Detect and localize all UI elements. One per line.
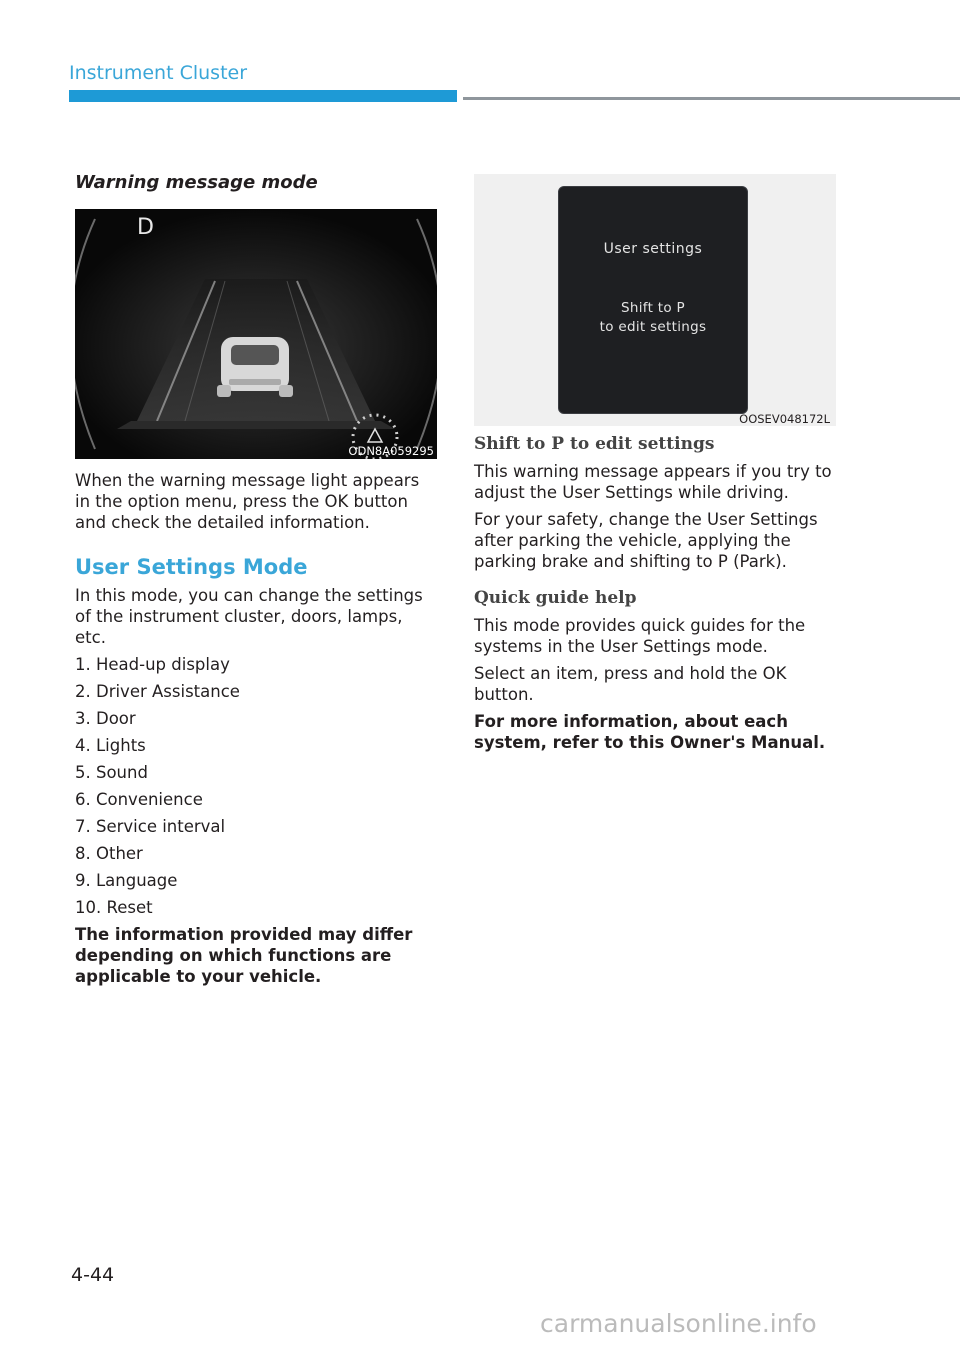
heading-quick-guide-help: Quick guide help bbox=[474, 588, 637, 608]
paragraph: For your safety, change the User Settings after parking the vehicle, applying the parking brake and shifting to P (Park). bbox=[474, 510, 818, 571]
paragraph: This warning message appears if you try to adjust the User Settings while driving. bbox=[474, 462, 832, 502]
settings-list bbox=[75, 654, 437, 918]
heading-shift-to-p: Shift to P to edit settings bbox=[474, 434, 715, 454]
paragraph: In this mode, you can change the settings of the instrument cluster, doors, lamps, etc. bbox=[75, 586, 423, 647]
list-item: 2. Driver Assistance bbox=[75, 682, 240, 701]
list-item: 6. Convenience bbox=[75, 790, 203, 809]
list-item: 3. Door bbox=[75, 709, 136, 728]
section-title-user-settings-mode: User Settings Mode bbox=[75, 555, 308, 579]
header-rule bbox=[463, 97, 960, 100]
header-rule-accent bbox=[69, 90, 457, 102]
list-item: 4. Lights bbox=[75, 736, 146, 755]
figure-code: ODN8A059295 bbox=[348, 444, 434, 458]
paragraph: When the warning message light appears in the option menu, press the OK button and check the detailed information. bbox=[75, 471, 420, 532]
list-item: 7. Service interval bbox=[75, 817, 226, 836]
screen-message-line: to edit settings bbox=[599, 319, 707, 335]
paragraph: Select an item, press and hold the OK button. bbox=[474, 664, 787, 704]
note: For more information, about each system, refer to this Owner's Manual. bbox=[474, 712, 826, 752]
figure-code: OOSEV048172L bbox=[739, 412, 830, 426]
cluster-illustration bbox=[75, 209, 437, 459]
right-column bbox=[474, 174, 836, 759]
gear-indicator: D bbox=[137, 215, 154, 240]
screen-message bbox=[559, 299, 747, 337]
list-item: 8. Other bbox=[75, 844, 143, 863]
list-item: 1. Head-up display bbox=[75, 655, 230, 674]
paragraph: This mode provides quick guides for the systems in the User Settings mode. bbox=[474, 616, 806, 656]
left-column bbox=[75, 172, 437, 993]
page-number: 4-44 bbox=[71, 1264, 115, 1286]
list-item: 9. Language bbox=[75, 871, 178, 890]
list-item: 5. Sound bbox=[75, 763, 148, 782]
screen-title: User settings bbox=[603, 241, 703, 257]
note: The information provided may differ depending on which functions are applicable to your vehicle. bbox=[75, 925, 413, 986]
cluster-screen bbox=[558, 186, 748, 414]
list-item: 10. Reset bbox=[75, 898, 153, 917]
user-settings-figure bbox=[474, 174, 836, 426]
car-icon bbox=[217, 337, 293, 397]
subheading-warning-message-mode: Warning message mode bbox=[75, 172, 318, 193]
watermark: carmanualsonline.info bbox=[540, 1309, 817, 1338]
cluster-warning-figure bbox=[75, 209, 437, 459]
screen-message-line: Shift to P bbox=[621, 300, 685, 316]
section-title-header: Instrument Cluster bbox=[69, 62, 248, 84]
